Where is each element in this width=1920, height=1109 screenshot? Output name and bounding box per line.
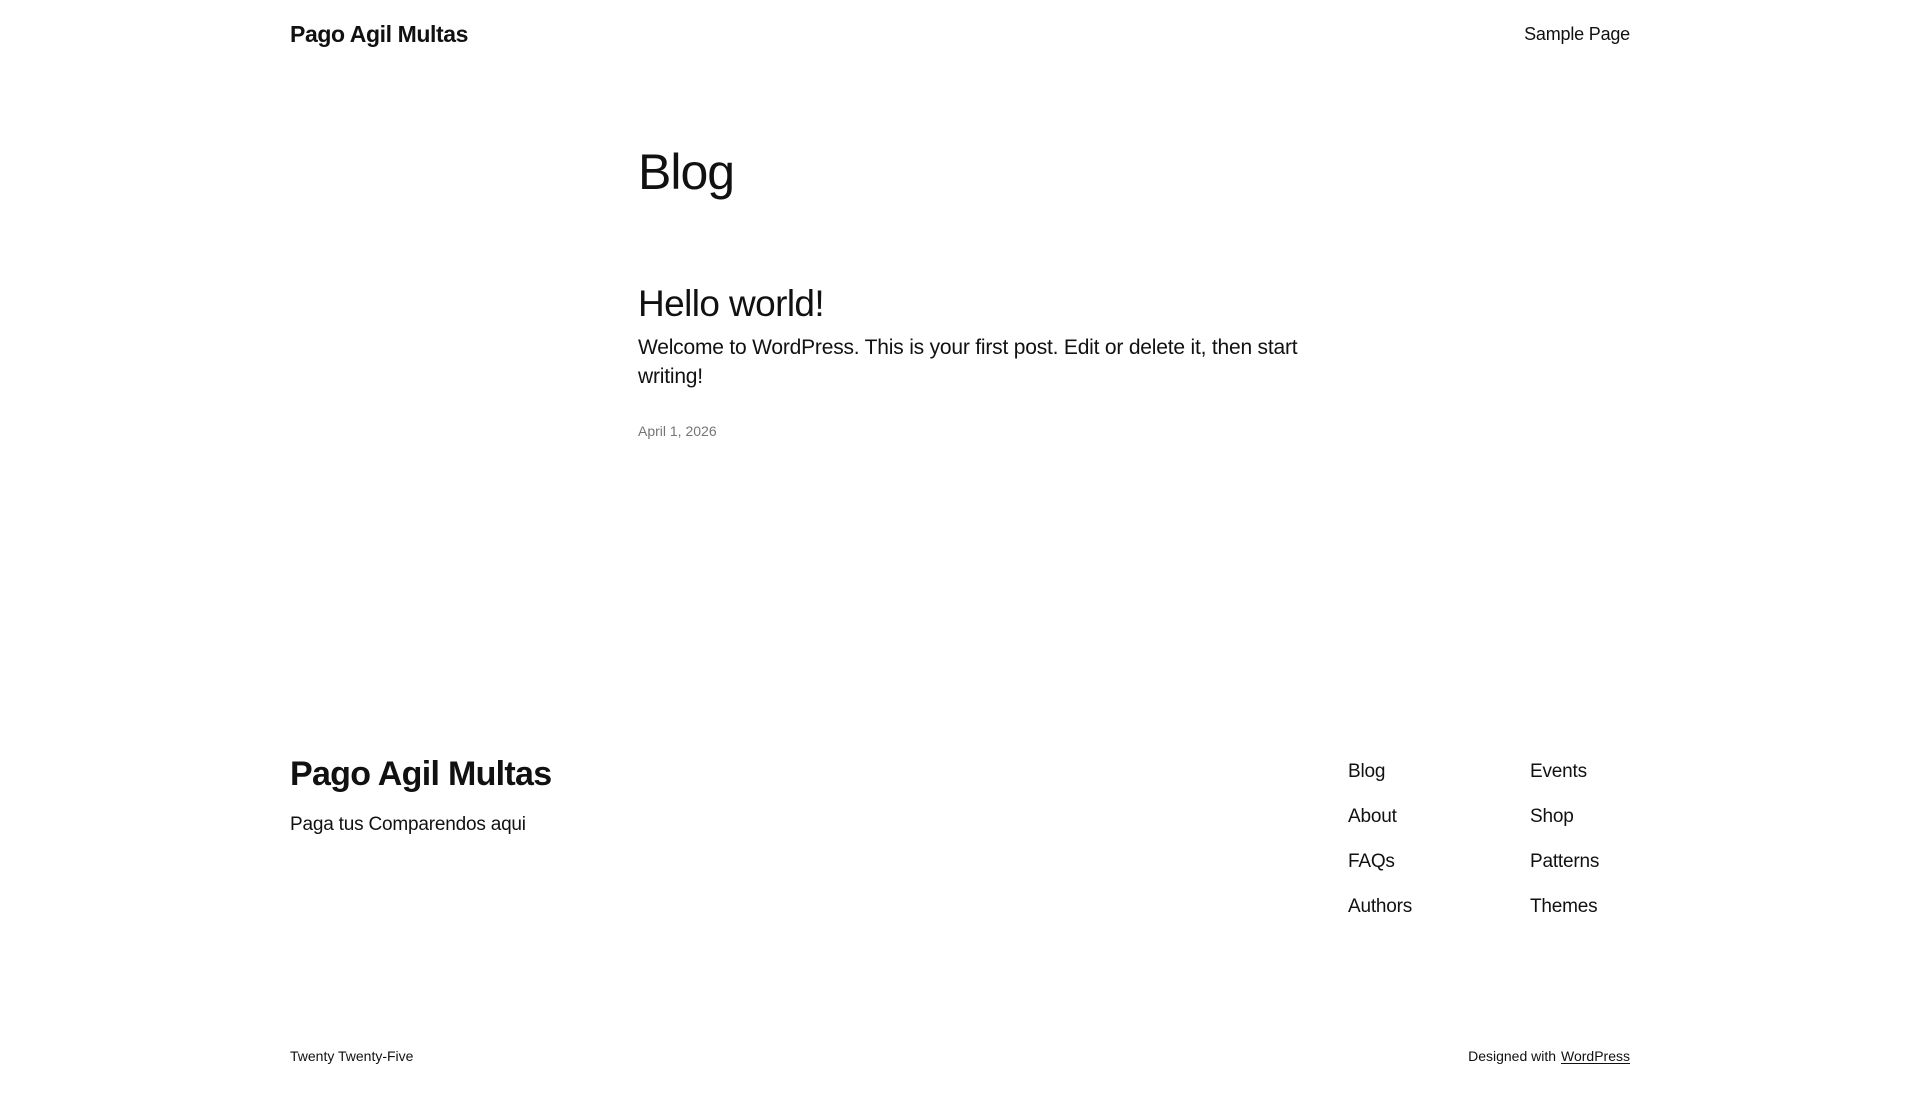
header-nav xyxy=(1524,24,1630,45)
footer-nav-column-1 xyxy=(1348,762,1530,917)
page-title: Blog xyxy=(638,144,735,200)
footer-link-faqs[interactable]: FAQs xyxy=(1348,850,1395,872)
footer-link-shop[interactable]: Shop xyxy=(1530,805,1574,827)
footer-link-themes[interactable]: Themes xyxy=(1530,895,1598,917)
theme-name: Twenty Twenty-Five xyxy=(290,1047,414,1064)
credit-prefix-text: Designed with xyxy=(1468,1047,1557,1064)
post-date: April 1, 2026 xyxy=(638,422,717,439)
footer-top xyxy=(290,754,1630,917)
footer-credit xyxy=(1468,1047,1630,1065)
page-container xyxy=(290,0,1630,1109)
post-excerpt: Welcome to WordPress. This is your first post. Edit or delete it, then start writing! xyxy=(638,335,1298,389)
post-title-link[interactable]: Hello world! xyxy=(638,282,825,324)
footer-link-patterns[interactable]: Patterns xyxy=(1530,850,1600,872)
main-content xyxy=(638,144,1328,440)
site-footer xyxy=(290,754,1630,1109)
footer-link-about[interactable]: About xyxy=(1348,805,1397,827)
footer-site-title: Pago Agil Multas xyxy=(290,754,552,793)
wordpress-link[interactable]: WordPress xyxy=(1561,1047,1630,1064)
site-tagline: Paga tus Comparendos aqui xyxy=(290,813,526,835)
footer-bottom xyxy=(290,1047,1630,1109)
site-title-link[interactable]: Pago Agil Multas xyxy=(290,21,469,47)
footer-nav-column-2 xyxy=(1530,762,1630,917)
post-item xyxy=(638,282,1328,440)
nav-item-sample-page[interactable]: Sample Page xyxy=(1524,23,1630,44)
footer-link-events[interactable]: Events xyxy=(1530,760,1587,782)
site-header xyxy=(290,0,1630,48)
footer-brand xyxy=(290,754,551,837)
footer-link-blog[interactable]: Blog xyxy=(1348,760,1386,782)
footer-nav xyxy=(1348,754,1630,917)
footer-link-authors[interactable]: Authors xyxy=(1348,895,1413,917)
